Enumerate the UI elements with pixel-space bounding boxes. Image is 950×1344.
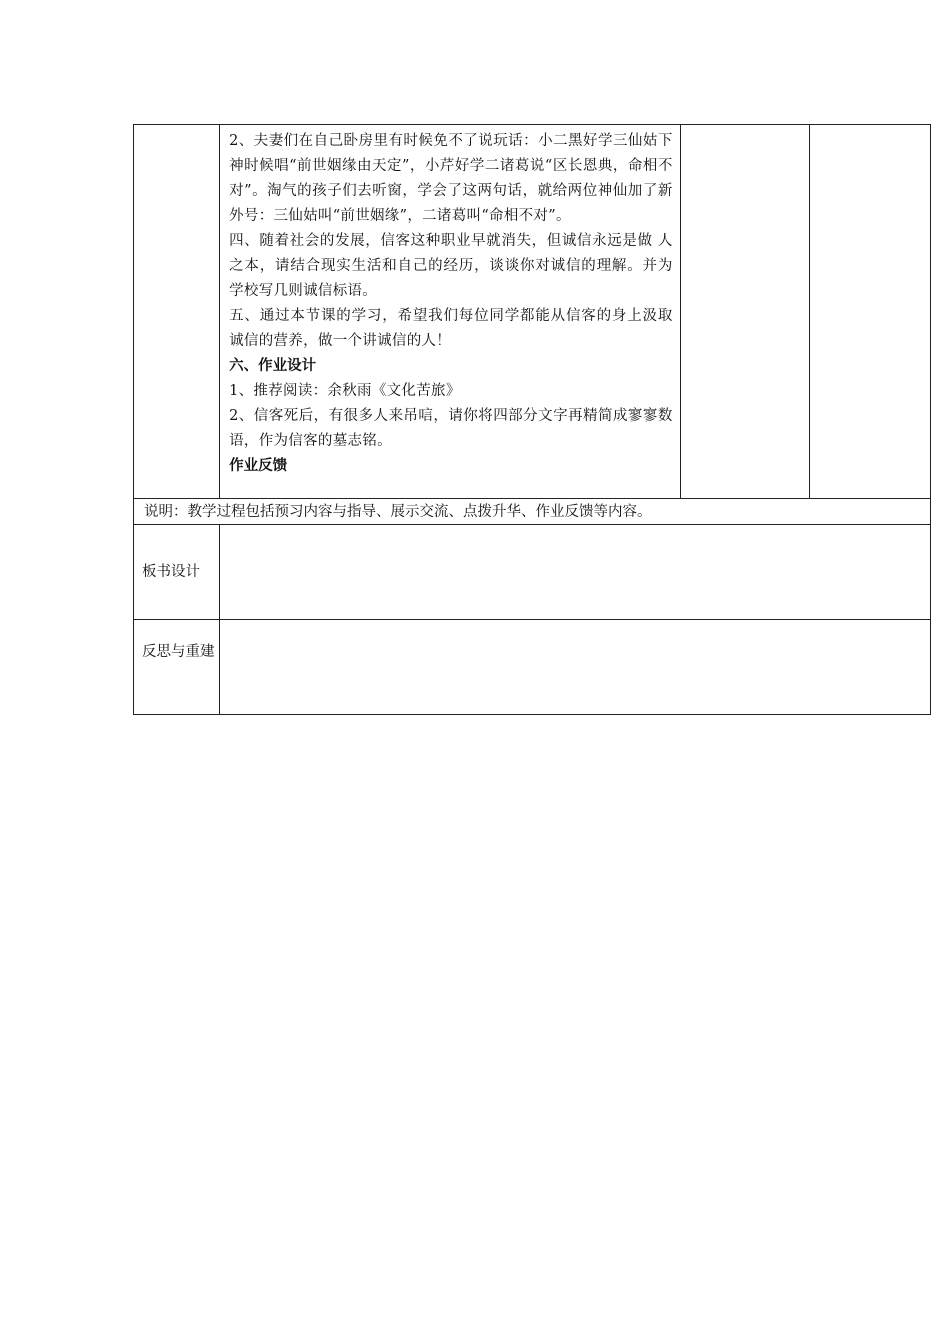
note-text: 说明：教学过程包括预习内容与指导、展示交流、点拨升华、作业反馈等内容。: [134, 499, 931, 525]
paragraph-dialogue: 2、夫妻们在自己卧房里有时候免不了说玩话：小二黑好学三仙姑下神时候唱“前世姻缘由天定”，小芹好学二诸葛说“区长恩典，命相不对”。淘气的孩子们去听窗，学会了这两句话，就给两位神仙加了新外号：三仙姑叫“前世姻缘”，二诸葛叫“命相不对”。: [229, 133, 673, 224]
homework-item-epitaph: 2、信客死后，有很多人来吊唁，请你将四部分文字再精简成寥寥数语，作为信客的墓志铭。: [229, 408, 673, 449]
paragraph-summary: 五、通过本节课的学习，希望我们每位同学都能从信客的身上汲取诚信的营养，做一个讲诚信的人！: [229, 308, 673, 349]
teaching-process-row: [134, 125, 931, 499]
reflection-label: 反思与重建: [134, 620, 220, 715]
paragraph-integrity-task: 四、随着社会的发展，信客这种职业早就消失，但诚信永远是做 人之本，请结合现实生活和自己的经历，谈谈你对诚信的理解。并为学校写几则诚信标语。: [229, 233, 673, 299]
board-design-content: [220, 525, 931, 620]
board-design-label: 板书设计: [134, 525, 220, 620]
feedback-heading: 作业反馈: [229, 458, 288, 474]
empty-label-cell: [134, 125, 220, 499]
homework-item-reading: 1、推荐阅读：余秋雨《文化苦旅》: [229, 383, 461, 399]
reflection-row: [134, 620, 931, 715]
empty-cell-4: [809, 125, 930, 499]
note-row: [134, 499, 931, 525]
homework-heading: 六、作业设计: [229, 358, 317, 374]
empty-cell-3: [680, 125, 809, 499]
reflection-content: [220, 620, 931, 715]
teaching-content-cell: [220, 125, 681, 499]
board-design-row: [134, 525, 931, 620]
lesson-plan-table: [133, 124, 931, 715]
